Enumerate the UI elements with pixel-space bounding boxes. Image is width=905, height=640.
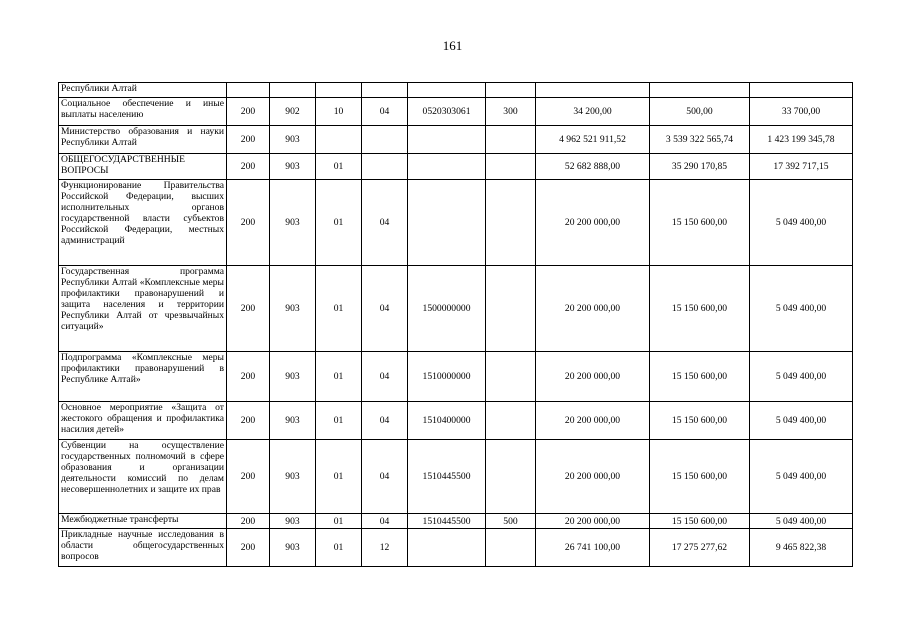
table-row — [59, 529, 853, 567]
cell-grbs: 200 — [227, 154, 270, 180]
cell-target-article: 1510445500 — [408, 514, 486, 529]
cell-grbs: 200 — [227, 180, 270, 266]
row-name: Социальное обеспечение и иные выплаты населению — [59, 98, 227, 126]
cell-target-article — [408, 180, 486, 266]
cell-amount-2: 15 150 600,00 — [650, 266, 750, 352]
cell-target-article: 1500000000 — [408, 266, 486, 352]
cell-amount-2: 15 150 600,00 — [650, 514, 750, 529]
cell-target-article: 1510445500 — [408, 440, 486, 514]
cell-section: 01 — [316, 180, 362, 266]
cell-ved: 903 — [270, 529, 316, 567]
cell-section: 10 — [316, 98, 362, 126]
cell-amount-3: 33 700,00 — [750, 98, 853, 126]
cell-section: 01 — [316, 440, 362, 514]
cell-ved: 903 — [270, 180, 316, 266]
table-row — [59, 352, 853, 402]
row-name: ОБЩЕГОСУДАРСТВЕННЫЕ ВОПРОСЫ — [59, 154, 227, 180]
cell-grbs: 200 — [227, 514, 270, 529]
row-name: Межбюджетные трансферты — [59, 514, 227, 529]
cell-grbs: 200 — [227, 126, 270, 154]
cell-ved: 903 — [270, 154, 316, 180]
table-row — [59, 154, 853, 180]
cell-expense-type — [486, 402, 536, 440]
cell-grbs: 200 — [227, 529, 270, 567]
cell-expense-type — [486, 352, 536, 402]
cell-subsection: 04 — [362, 266, 408, 352]
cell-section — [316, 126, 362, 154]
cell-ved: 903 — [270, 440, 316, 514]
table-row — [59, 98, 853, 126]
cell-section: 01 — [316, 154, 362, 180]
row-name: Функционирование Правительства Российской Федерации, высших исполнительных органов государственной власти субъектов Российской Федерации, местных администраций — [59, 180, 227, 266]
cell-subsection: 04 — [362, 514, 408, 529]
cell-amount-1: 34 200,00 — [536, 98, 650, 126]
cell-grbs: 200 — [227, 98, 270, 126]
cell-amount-2: 35 290 170,85 — [650, 154, 750, 180]
cell-target-article — [408, 126, 486, 154]
cell-target-article — [408, 529, 486, 567]
cell-amount-1: 26 741 100,00 — [536, 529, 650, 567]
cell-amount-1: 20 200 000,00 — [536, 352, 650, 402]
cell-subsection — [362, 126, 408, 154]
cell-amount-1: 20 200 000,00 — [536, 440, 650, 514]
cell-grbs: 200 — [227, 402, 270, 440]
cell-amount-3: 1 423 199 345,78 — [750, 126, 853, 154]
cell-amount-1: 4 962 521 911,52 — [536, 126, 650, 154]
table-row — [59, 402, 853, 440]
table-row — [59, 126, 853, 154]
cell-amount-1: 20 200 000,00 — [536, 514, 650, 529]
cell-expense-type — [486, 83, 536, 98]
row-name: Субвенции на осуществление государственных полномочий в сфере образования и организации деятельности комиссий по делам несовершеннолетних и защите их прав — [59, 440, 227, 514]
table-row — [59, 514, 853, 529]
cell-section: 01 — [316, 514, 362, 529]
row-name: Государственная программа Республики Алтай «Комплексные меры профилактики правонарушений и защита населения и территории Республики Алтай от чрезвычайных ситуаций» — [59, 266, 227, 352]
cell-target-article: 0520303061 — [408, 98, 486, 126]
cell-amount-1: 52 682 888,00 — [536, 154, 650, 180]
cell-amount-2: 15 150 600,00 — [650, 180, 750, 266]
cell-amount-2: 15 150 600,00 — [650, 352, 750, 402]
cell-grbs: 200 — [227, 352, 270, 402]
cell-amount-3: 5 049 400,00 — [750, 440, 853, 514]
cell-amount-1: 20 200 000,00 — [536, 266, 650, 352]
cell-expense-type — [486, 440, 536, 514]
cell-ved: 903 — [270, 126, 316, 154]
cell-amount-3: 17 392 717,15 — [750, 154, 853, 180]
cell-ved: 902 — [270, 98, 316, 126]
cell-amount-3: 5 049 400,00 — [750, 402, 853, 440]
cell-expense-type — [486, 266, 536, 352]
cell-section: 01 — [316, 529, 362, 567]
cell-ved: 903 — [270, 514, 316, 529]
cell-expense-type — [486, 126, 536, 154]
cell-amount-1: 20 200 000,00 — [536, 180, 650, 266]
cell-subsection: 04 — [362, 98, 408, 126]
cell-expense-type: 300 — [486, 98, 536, 126]
cell-subsection: 04 — [362, 352, 408, 402]
cell-expense-type — [486, 180, 536, 266]
cell-ved — [270, 83, 316, 98]
row-name: Подпрограмма «Комплексные меры профилактики правонарушений в Республике Алтай» — [59, 352, 227, 402]
cell-subsection — [362, 83, 408, 98]
cell-amount-3: 5 049 400,00 — [750, 514, 853, 529]
table-row — [59, 440, 853, 514]
cell-section — [316, 83, 362, 98]
cell-subsection: 04 — [362, 180, 408, 266]
cell-amount-2: 17 275 277,62 — [650, 529, 750, 567]
cell-ved: 903 — [270, 266, 316, 352]
cell-expense-type — [486, 154, 536, 180]
cell-subsection: 04 — [362, 402, 408, 440]
cell-amount-3 — [750, 83, 853, 98]
cell-subsection: 04 — [362, 440, 408, 514]
cell-amount-2: 15 150 600,00 — [650, 402, 750, 440]
cell-subsection — [362, 154, 408, 180]
table-row — [59, 83, 853, 98]
table-row — [59, 266, 853, 352]
cell-amount-1 — [536, 83, 650, 98]
cell-grbs: 200 — [227, 266, 270, 352]
cell-target-article — [408, 83, 486, 98]
cell-expense-type: 500 — [486, 514, 536, 529]
cell-amount-1: 20 200 000,00 — [536, 402, 650, 440]
cell-amount-3: 5 049 400,00 — [750, 352, 853, 402]
cell-amount-3: 5 049 400,00 — [750, 266, 853, 352]
cell-target-article — [408, 154, 486, 180]
cell-section: 01 — [316, 402, 362, 440]
cell-subsection: 12 — [362, 529, 408, 567]
page-number: 161 — [442, 38, 463, 53]
cell-grbs — [227, 83, 270, 98]
cell-ved: 903 — [270, 352, 316, 402]
cell-amount-2 — [650, 83, 750, 98]
cell-target-article: 1510400000 — [408, 402, 486, 440]
cell-amount-3: 5 049 400,00 — [750, 180, 853, 266]
cell-amount-3: 9 465 822,38 — [750, 529, 853, 567]
cell-grbs: 200 — [227, 440, 270, 514]
cell-amount-2: 15 150 600,00 — [650, 440, 750, 514]
cell-ved: 903 — [270, 402, 316, 440]
row-name: Министерство образования и науки Республики Алтай — [59, 126, 227, 154]
row-name: Основное мероприятие «Защита от жестокого обращения и профилактика насилия детей» — [59, 402, 227, 440]
cell-section: 01 — [316, 266, 362, 352]
cell-amount-2: 3 539 322 565,74 — [650, 126, 750, 154]
cell-target-article: 1510000000 — [408, 352, 486, 402]
row-name: Прикладные научные исследования в области общегосударственных вопросов — [59, 529, 227, 567]
table-row — [59, 180, 853, 266]
cell-amount-2: 500,00 — [650, 98, 750, 126]
budget-table — [58, 82, 853, 567]
cell-section: 01 — [316, 352, 362, 402]
row-name: Республики Алтай — [59, 83, 227, 98]
cell-expense-type — [486, 529, 536, 567]
